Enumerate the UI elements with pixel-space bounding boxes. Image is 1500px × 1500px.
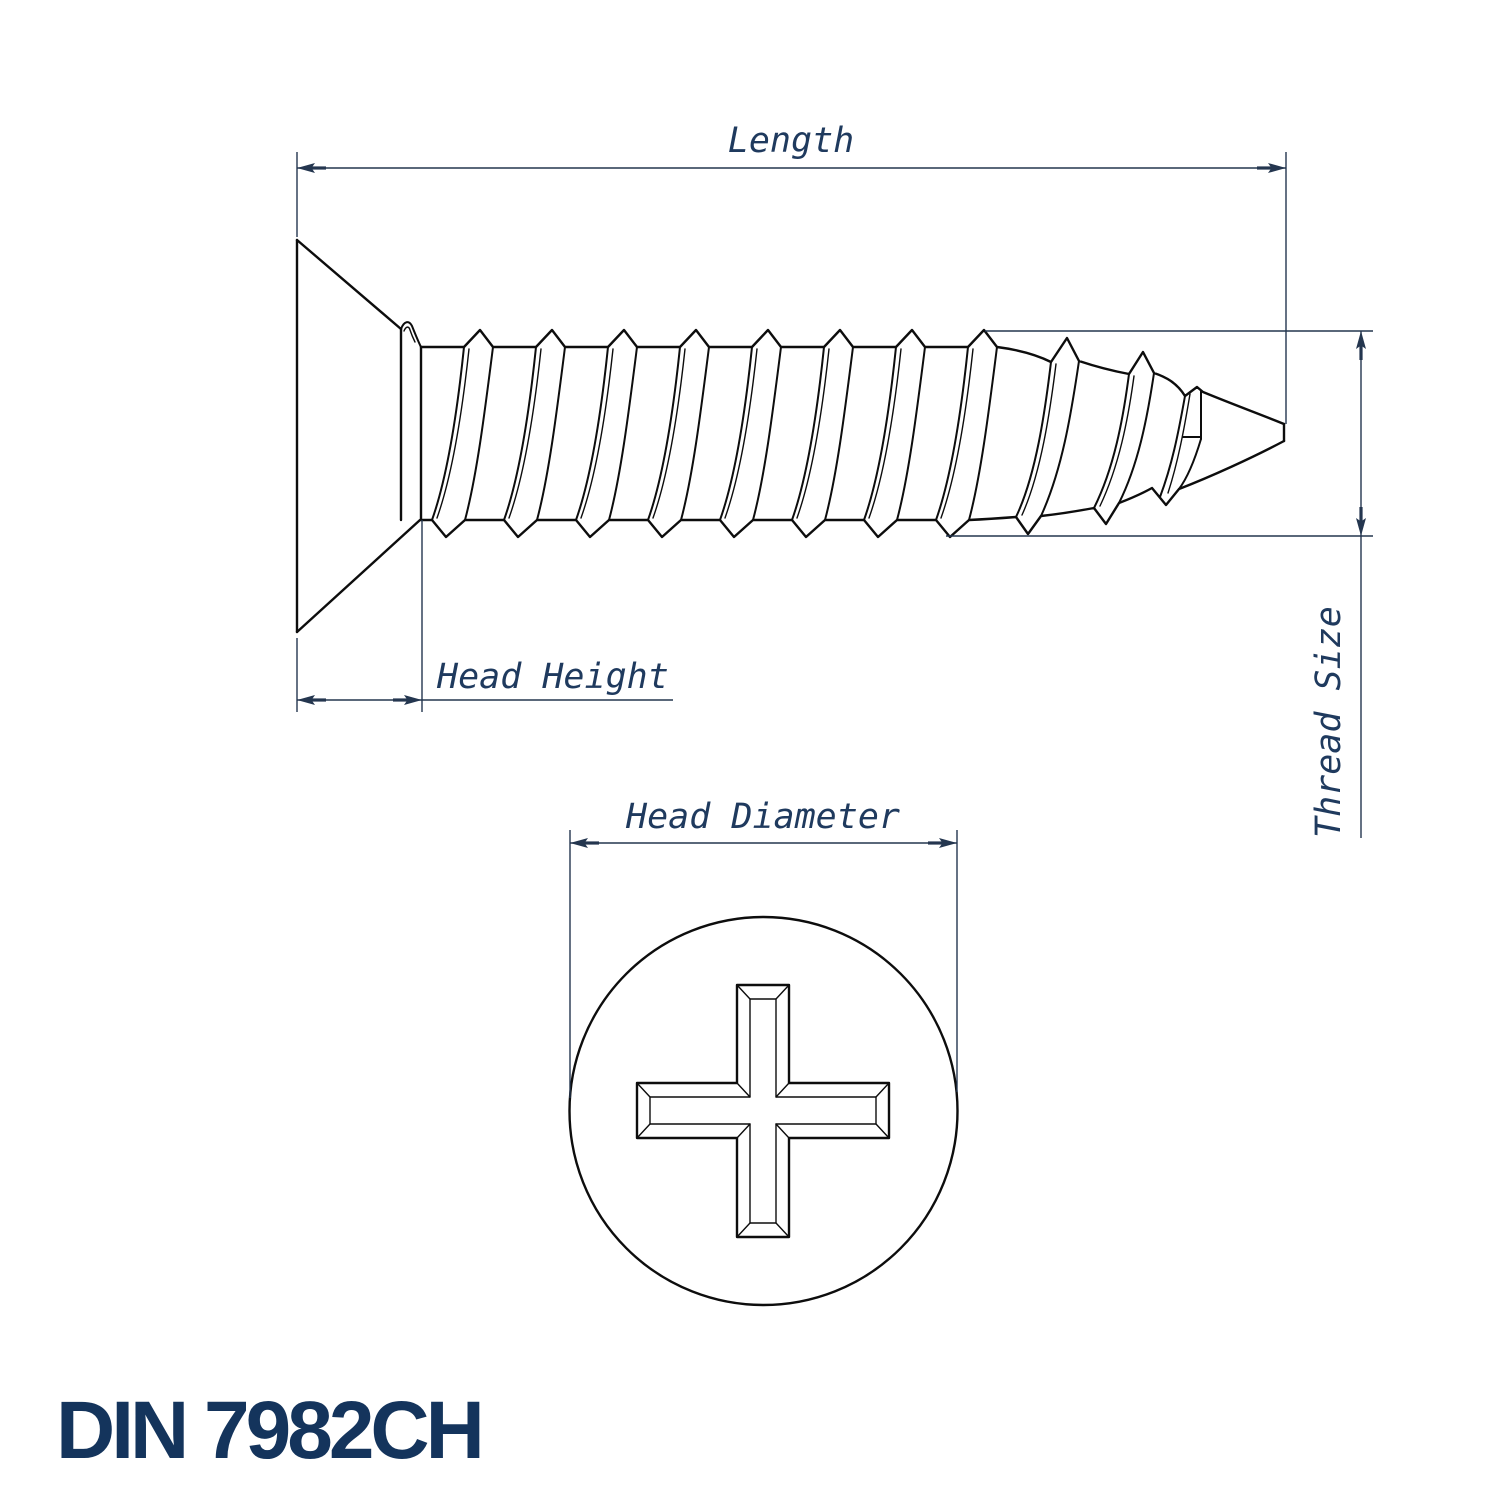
phillips-recess-inner [650, 999, 876, 1223]
thread-crest [465, 347, 493, 520]
thread-crest [537, 347, 565, 520]
length-label: Length [727, 121, 855, 161]
bevel-edge [737, 1223, 750, 1237]
bevel-edge [776, 1083, 789, 1097]
thread-crest [825, 347, 853, 520]
bevel-edge [637, 1124, 650, 1138]
thread-crest [432, 347, 464, 520]
bevel-edge [876, 1124, 889, 1138]
shank-top-silhouette [421, 330, 1284, 424]
thread-crest [1041, 361, 1079, 516]
bevel-edge [637, 1083, 650, 1097]
bevel-edge [776, 1223, 789, 1237]
phillips-recess-outer [637, 985, 889, 1237]
drawing-title: DIN 7982CH [56, 1385, 481, 1476]
phillips-bevel-edges [637, 985, 889, 1237]
thread-crests [432, 347, 1201, 520]
bevel-edge [737, 985, 750, 999]
thread-size-dimension [946, 331, 1373, 838]
head-diameter-dimension [570, 797, 957, 1098]
thread-crest [648, 347, 680, 520]
head-circle [570, 917, 958, 1305]
head-top-slant [297, 240, 401, 329]
screw-head-top-view [570, 917, 958, 1305]
thread-crest [504, 347, 536, 520]
bevel-edge [737, 1083, 750, 1097]
head-height-dimension [297, 520, 673, 712]
bevel-edge [776, 985, 789, 999]
thread-crest [609, 347, 637, 520]
thread-crest [792, 347, 824, 520]
thread-crest [1016, 362, 1051, 517]
thread-crest [1160, 396, 1185, 497]
tip-crest-facet [1160, 391, 1201, 497]
thread-crest [864, 347, 896, 520]
thread-crest [1119, 373, 1154, 503]
thread-crest [897, 347, 925, 520]
head-height-label: Head Height [437, 657, 669, 697]
head-bottom-slant [297, 520, 420, 632]
thread-crest [1094, 374, 1129, 508]
thread-crest [720, 347, 752, 520]
length-dimension [297, 121, 1286, 424]
bevel-edge [737, 1124, 750, 1138]
bevel-edge [876, 1083, 889, 1097]
bevel-edge [776, 1124, 789, 1138]
screw-side-view [297, 240, 1284, 632]
screw-head-profile [297, 240, 421, 632]
thread-size-label: Thread Size [1309, 606, 1349, 838]
thread-crest [969, 347, 997, 520]
thread-crest [936, 347, 968, 520]
thread-crest [576, 347, 608, 520]
head-diameter-label: Head Diameter [626, 797, 900, 837]
thread-crest [681, 347, 709, 520]
thread-crest [753, 347, 781, 520]
